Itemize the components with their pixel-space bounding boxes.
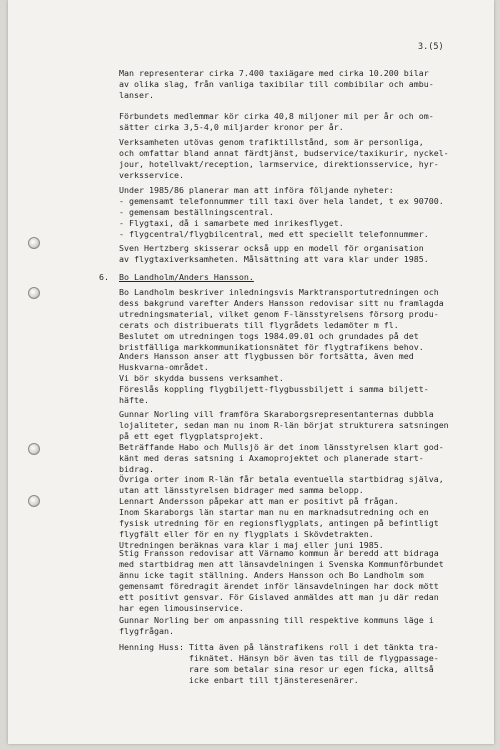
paragraph-norling-adaptation: Gunnar Norling ber om anpassning till respektive kommuns läge i flygfrågan. [119,615,434,636]
page-number: 3.(5) [418,42,444,52]
binder-hole-icon [28,495,40,507]
binder-hole-icon [28,443,40,455]
binder-hole-icon [28,237,40,249]
paragraph-flight-taxi-model: Sven Hertzberg skisserar också upp en modell för organisation av flygtaxiverksamheten. Målsättning att vara klar under 1985. [119,243,429,264]
binder-hole-icon [28,287,40,299]
paragraph-federation-members: Förbundets medlemmar kör cirka 40,8 miljoner mil per år och om- sätter cirka 3,5-4,0 miljarder kronor per år. [119,111,434,132]
paragraph-norling-skaraborg: Gunnar Norling vill framföra Skaraborgsrepresentanternas dubbla lojaliteter, sedan man nu inom R-län börjat strukturera satsningen på ett eget flygplatsprojekt. Beträffande Habo och Mullsjö är det inom länsstyrelsen klart god- känt med deras satsning i Axamoprojektet och planerade start- bidrag. Övriga orter inom R-län får betala eventuella startbidrag själva, utan att länsstyrelsen bidrager med samma belopp. Lennart Andersson påpekar att man er positivt på frågan. Inom Skaraborgs län startar man nu en marknadsutredning och en fysisk utredning för en regionsflygplats, antingen på befintligt flygfält eller för en ny flygplats i Skövdetrakten. Utredningen beräknas vara klar i maj eller juni 1985. [119,409,449,550]
paragraph-huss-comment: Henning Huss: Titta även på länstrafikens roll i det tänkta tra- fiknätet. Hänsyn bör även tas till de flygpassage- rare som betalar sina resor ur egen ficka, alltså icke enbart till tjänsteresenärer. [119,642,439,685]
paragraph-operations: Verksamheten utövas genom trafiktillstånd, som är personliga, och omfattar bland annat färdtjänst, budservice/taxikurir, nyckel- jour, hotellvakt/reception, larmservice, direktionsservice, hyr- verksservice. [119,137,449,180]
paragraph-hansson-bus: Anders Hansson anser att flygbussen bör fortsätta, även med Huskvarna-området. Vi bör skydda bussens verksamhet. Föreslås koppling flygbiljett-flygbussbiljett i samma biljett- häfte. [119,351,429,405]
section-number: 6. [99,272,109,282]
document-page [8,0,494,744]
paragraph-planned-news: Under 1985/86 planerar man att införa följande nyheter: - gemensamt telefonnummer till taxi över hela landet, t ex 90700. - gemensam beställningscentral. - Flygtaxi, då i samarbete med inrikesflyget. - flygcentral/flygbilcentral, med ett speciellt telefonnummer. [119,185,444,239]
paragraph-fransson-varnamo: Stig Fransson redovisar att Värnamo kommun är beredd att bidraga med startbidrag men att länsavdelningen i Svenska Kommunförbundet ännu icke tagit ställning. Anders Hansson och Bo Landholm som gemensamt föredragit ärendet inför länsavdelningen har dock mött ett positivt gensvar. För Gislaved anmäldes att man ju där redan har egen limousinservice. [119,548,444,613]
section-heading: Bo Landholm/Anders Hansson. [119,272,254,282]
paragraph-taxi-owners: Man representerar cirka 7.400 taxiägare med cirka 10.200 bilar av olika slag, från vanliga taxibilar till combibilar och ambu- lanser. [119,68,434,100]
paragraph-landholm-intro: Bo Landholm beskriver inledningsvis Marktransportutredningen och dess bakgrund varefter Anders Hansson redovisar sitt nu framlagda utredningsmaterial, vilket genom F-länsstyrelsens försorg produ- cerats och distribuerats till flygrådets ledamöter m fl. Beslutet om utredningen togs 1984.09.01 och grundades på det bristfälliga markkommunikationsnätet för flygtrafikens behov. [119,287,444,352]
